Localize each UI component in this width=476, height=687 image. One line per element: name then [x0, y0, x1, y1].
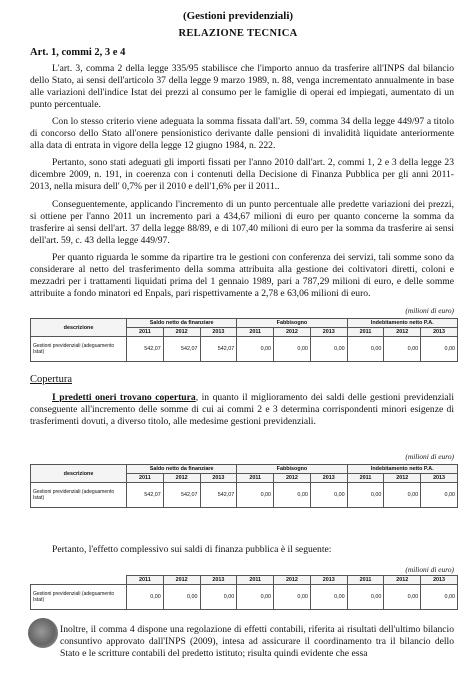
table-header-row [31, 319, 458, 328]
cell-value: 0,00 [274, 585, 311, 610]
cell-value: 0,00 [163, 585, 200, 610]
table-row [31, 483, 458, 508]
col-descrizione: descrizione [31, 465, 127, 483]
cell-value: 0,00 [384, 585, 421, 610]
paragraph-5: Per quanto riguarda le somme da ripartire tra le gestioni con conferenza dei servizi, tali somme sono da considerare al netto del trasferimento della somma attribuita alla gestione dei coltivatori diretti, coloni e mezzadri per i trattamenti liquidati prima del 1 gennaio 1989, pari a 787,29 milioni di euro, e delle somme attribuite a fondo minatori ed Enpals, pari rispettivamente a 2,78 e 63,06 milioni di euro. [30, 252, 454, 299]
stamp-seal [28, 618, 58, 648]
year-2011: 2011 [237, 328, 274, 337]
cell-value: 0,00 [310, 585, 347, 610]
table-effetto [30, 575, 458, 610]
cell-value: 542,07 [163, 337, 200, 362]
empty-header [31, 576, 127, 585]
cell-value: 542,07 [200, 337, 237, 362]
year-2012: 2012 [384, 328, 421, 337]
cell-value: 0,00 [347, 483, 384, 508]
year-2013: 2013 [200, 576, 237, 585]
table-row [31, 337, 458, 362]
cell-value: 542,07 [200, 483, 237, 508]
year-2012: 2012 [163, 328, 200, 337]
cell-value: 0,00 [237, 585, 274, 610]
unit-label: (milioni di euro) [405, 306, 454, 315]
year-2013: 2013 [310, 474, 347, 483]
year-2011: 2011 [127, 474, 164, 483]
col-fabbisogno: Fabbisogno [237, 465, 347, 474]
unit-label: (milioni di euro) [405, 452, 454, 461]
table-oneri [30, 318, 458, 362]
cell-value: 0,00 [274, 483, 311, 508]
cell-value: 0,00 [421, 337, 458, 362]
row-label: Gestioni previdenziali (adeguamento Istat) [31, 337, 127, 362]
year-2011: 2011 [237, 576, 274, 585]
year-2013: 2013 [310, 576, 347, 585]
year-2011: 2011 [347, 328, 384, 337]
row-label: Gestioni previdenziali (adeguamento Istat) [31, 585, 127, 610]
copertura-lead: I predetti oneri trovano copertura [52, 392, 196, 403]
col-indebitamento: Indebitamento netto P.A. [347, 319, 457, 328]
year-2011: 2011 [347, 576, 384, 585]
paragraph-4: Conseguentemente, applicando l'incremento di un punto percentuale alle predette variazioni dei prezzi, si ottiene per l'anno 2011 un incremento pari a 434,67 milioni di euro per quanto concerne la somma da trasferire ai sensi dell'art. 37 della legge 88/89, e di 107,40 milioni di euro per la somma da trasferire ai sensi dell'art. 59, c. 43 della legge 449/97. [30, 199, 454, 246]
year-2012: 2012 [384, 576, 421, 585]
cell-value: 0,00 [347, 585, 384, 610]
year-2011: 2011 [237, 474, 274, 483]
table-copertura [30, 464, 458, 508]
year-2012: 2012 [384, 474, 421, 483]
cell-value: 0,00 [237, 337, 274, 362]
year-2012: 2012 [163, 576, 200, 585]
cell-value: 0,00 [384, 483, 421, 508]
col-descrizione: descrizione [31, 319, 127, 337]
cell-value: 0,00 [274, 337, 311, 362]
unit-label: (milioni di euro) [405, 565, 454, 574]
effect-paragraph: Pertanto, l'effetto complessivo sui saldi di finanza pubblica è il seguente: [52, 544, 332, 555]
year-2011: 2011 [127, 328, 164, 337]
paragraph-3: Pertanto, sono stati adeguati gli importi fissati per l'anno 2010 dall'art. 2, commi 1, 2 e 3 della legge 23 dicembre 2009, n. 191, in coerenza con i contenuti della Decisione di Finanza Pubblica per gli anni 2011-2013, nella misura dell' 0,7% per il 2010 e dell'1,6% per il 2011.. [30, 157, 454, 192]
copertura-text: , in quanto il miglioramento dei saldi delle gestioni previdenziali conseguente all'incremento delle somme di cui ai commi 2 e 3 determina corrispondenti minori esigenze di trasferimenti dovuti, a diverso titolo, alle medesime gestioni previdenziali. [30, 392, 454, 427]
cell-value: 0,00 [384, 337, 421, 362]
col-fabbisogno: Fabbisogno [237, 319, 347, 328]
section-title: (Gestioni previdenziali) [182, 10, 294, 22]
article-heading: Art. 1, commi 2, 3 e 4 [30, 47, 126, 58]
year-2012: 2012 [274, 328, 311, 337]
cell-value: 0,00 [421, 483, 458, 508]
year-2012: 2012 [274, 576, 311, 585]
col-indebitamento: Indebitamento netto P.A. [347, 465, 457, 474]
cell-value: 0,00 [127, 585, 164, 610]
year-2011: 2011 [347, 474, 384, 483]
table-header-row [31, 465, 458, 474]
cell-value: 0,00 [310, 337, 347, 362]
cell-value: 0,00 [200, 585, 237, 610]
table-row [31, 585, 458, 610]
cell-value: 0,00 [310, 483, 347, 508]
year-2012: 2012 [163, 474, 200, 483]
year-2013: 2013 [421, 576, 458, 585]
paragraph-2: Con lo stesso criterio viene adeguata la somma fissata dall'art. 59, comma 34 della legge 449/97 a titolo di concorso dello Stato all'onere pensionistico derivante dalle pensioni di invalidità liquidate anteriormente alla data di entrata in vigore della legge 12 giugno 1984, n. 222. [30, 116, 454, 151]
year-2011: 2011 [127, 576, 164, 585]
report-title: RELAZIONE TECNICA [178, 28, 298, 39]
cell-value: 542,07 [163, 483, 200, 508]
cell-value: 0,00 [237, 483, 274, 508]
copertura-paragraph [30, 392, 454, 428]
year-2013: 2013 [200, 474, 237, 483]
copertura-heading: Copertura [30, 374, 72, 385]
cell-value: 542,07 [127, 337, 164, 362]
year-2013: 2013 [310, 328, 347, 337]
col-saldo: Saldo netto da finanziare [127, 465, 237, 474]
year-2013: 2013 [421, 328, 458, 337]
col-saldo: Saldo netto da finanziare [127, 319, 237, 328]
row-label: Gestioni previdenziali (adeguamento Istat) [31, 483, 127, 508]
cell-value: 0,00 [421, 585, 458, 610]
cell-value: 542,07 [127, 483, 164, 508]
year-2013: 2013 [200, 328, 237, 337]
year-2013: 2013 [421, 474, 458, 483]
table-year-row [31, 576, 458, 585]
cell-value: 0,00 [347, 337, 384, 362]
paragraph-1: L'art. 3, comma 2 della legge 335/95 stabilisce che l'importo annuo da trasferire all'INPS dal bilancio dello Stato, ai sensi dell'articolo 37 della legge 9 marzo 1989, n. 88, venga incrementato annualmente in base alle variazioni dell'indice Istat dei prezzi al consumo per le famiglie di operai ed impiegati, aumentato di un punto percentuale. [30, 63, 454, 110]
year-2012: 2012 [274, 474, 311, 483]
final-paragraph: Inoltre, il comma 4 dispone una regolazione di effetti contabili, riferita ai risultati dell'ultimo bilancio consuntivo approvato dall'INPS (2009), intesa ad assicurare il coordinamento tra il bilancio dello Stato e le scritture contabili del predetto istituto; risulta quindi evidente che essa [60, 624, 454, 659]
